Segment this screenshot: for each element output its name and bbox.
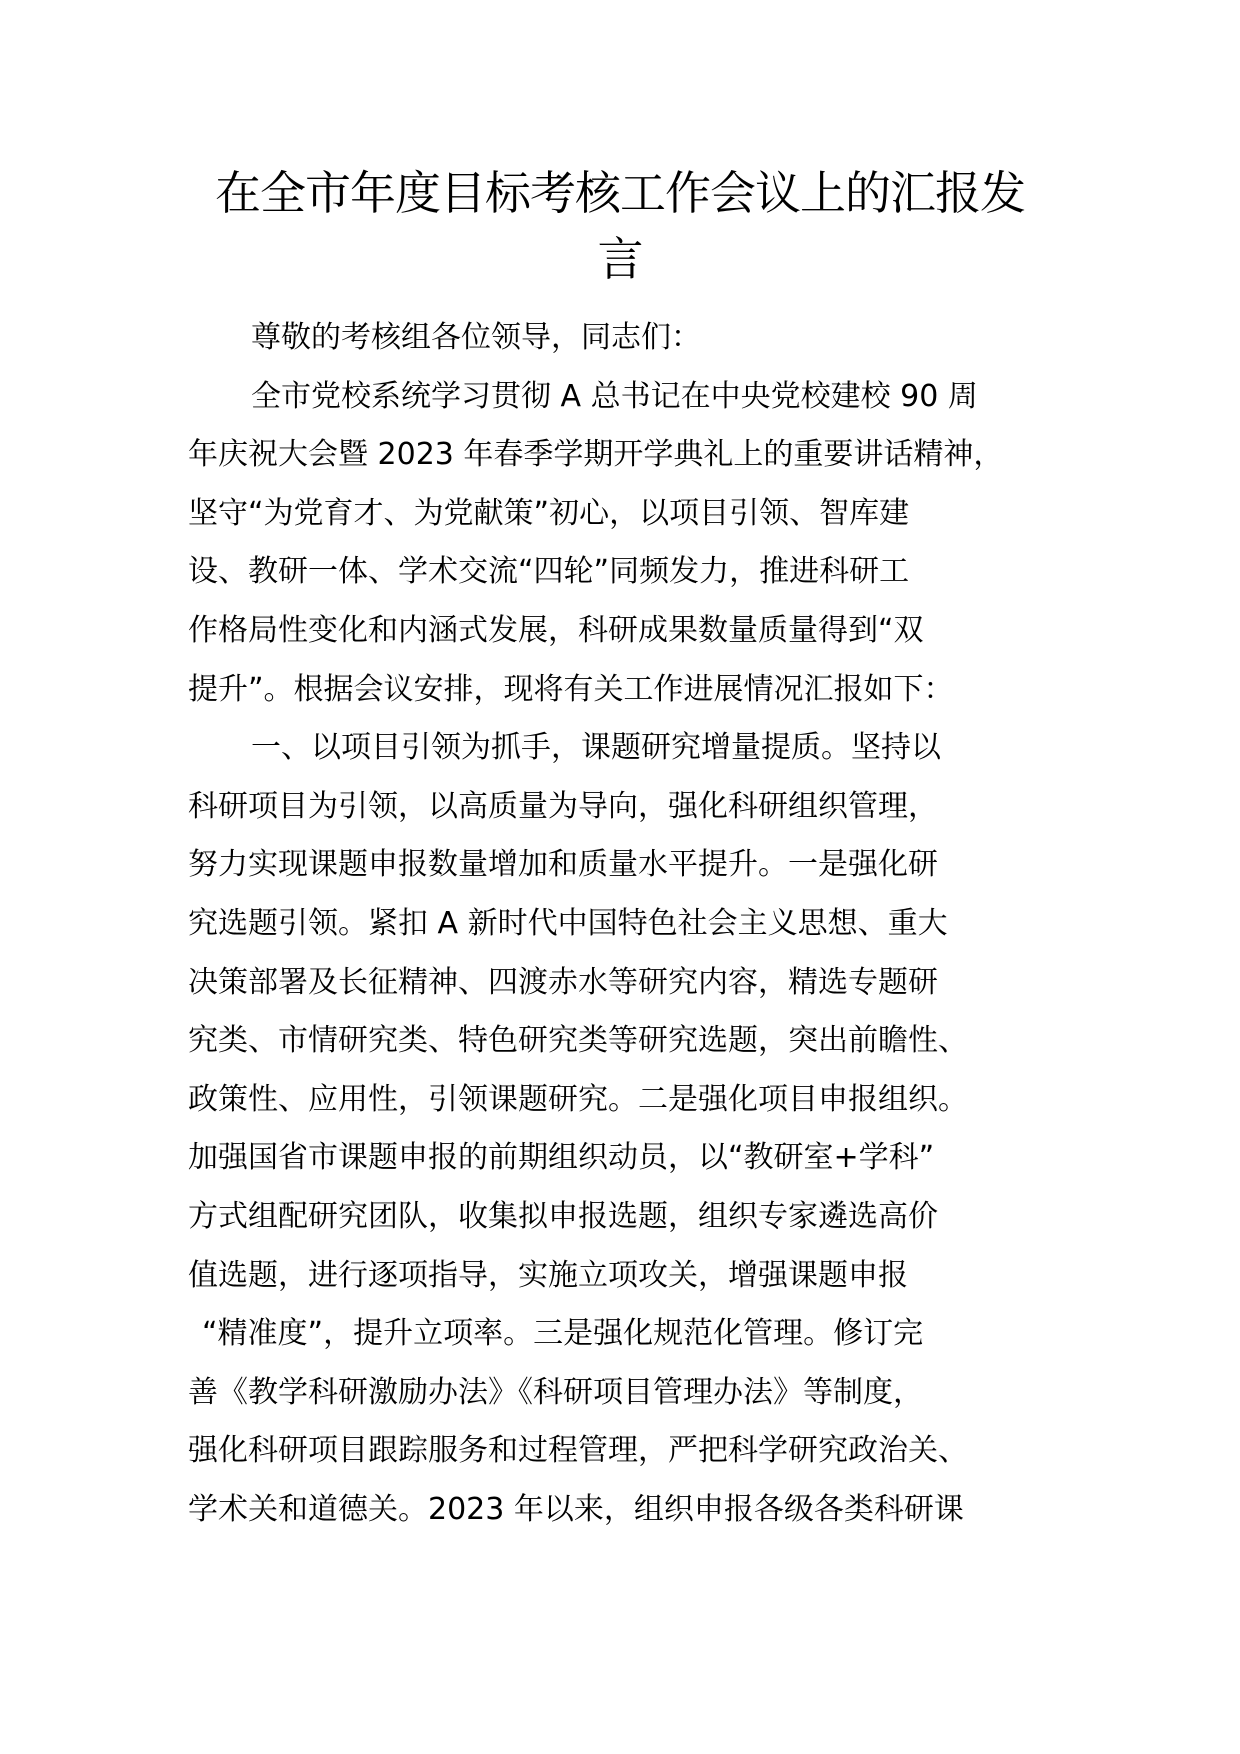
title-line: 在全市年度目标考核工作会议上的汇报发	[215, 166, 1025, 220]
paragraph-line: 究选题引领。紧扣 A 新时代中国特色社会主义思想、重大	[188, 905, 948, 941]
paragraph-line: 决策部署及长征精神、四渡赤水等研究内容，精选专题研	[188, 964, 938, 1000]
salutation-line: 尊敬的考核组各位领导，同志们：	[251, 320, 701, 355]
paragraph-line: 善《教学科研激励办法》《科研项目管理办法》等制度，	[188, 1374, 923, 1410]
paragraph-line: 政策性、应用性，引领课题研究。二是强化项目申报组织。	[188, 1081, 968, 1117]
paragraph-line: 作格局性变化和内涵式发展，科研成果数量质量得到“双	[188, 612, 924, 648]
paragraph-line: 强化科研项目跟踪服务和过程管理，严把科学研究政治关、	[188, 1433, 968, 1469]
paragraph-line: 方式组配研究团队，收集拟申报选题，组织专家遴选高价	[188, 1198, 938, 1234]
paragraph-line: 设、教研一体、学术交流“四轮”同频发力，推进科研工	[188, 554, 910, 590]
document-title	[190, 160, 1050, 292]
paragraph-line: 学术关和道德关。2023 年以来，组织申报各级各类科研课	[188, 1491, 964, 1527]
paragraph-line: 究类、市情研究类、特色研究类等研究选题，突出前瞻性、	[188, 1023, 968, 1059]
paragraph-line: 努力实现课题申报数量增加和质量水平提升。一是强化研	[188, 847, 938, 883]
paragraph-line: 科研项目为引领，以高质量为导向，强化科研组织管理，	[188, 788, 938, 824]
paragraph-line: 提升”。根据会议安排，现将有关工作进展情况汇报如下：	[188, 671, 954, 707]
paragraph-line: 值选题，进行逐项指导，实施立项攻关，增强课题申报	[188, 1257, 908, 1293]
paragraph-line: 全市党校系统学习贯彻 A 总书记在中央党校建校 90 周	[251, 378, 978, 414]
paragraph-line: 加强国省市课题申报的前期组织动员，以“教研室+学科”	[188, 1140, 935, 1176]
section-heading-line: 一、以项目引领为抓手，课题研究增量提质。坚持以	[251, 730, 941, 766]
paragraph-line: 年庆祝大会暨 2023 年春季学期开学典礼上的重要讲话精神，	[188, 437, 1004, 473]
document-body	[188, 309, 1088, 1539]
title-line: 言	[597, 232, 643, 286]
paragraph-line: 坚守“为党育才、为党献策”初心，以项目引领、智库建	[188, 495, 910, 531]
paragraph-line: “精准度”，提升立项率。三是强化规范化管理。修订完	[202, 1316, 924, 1352]
